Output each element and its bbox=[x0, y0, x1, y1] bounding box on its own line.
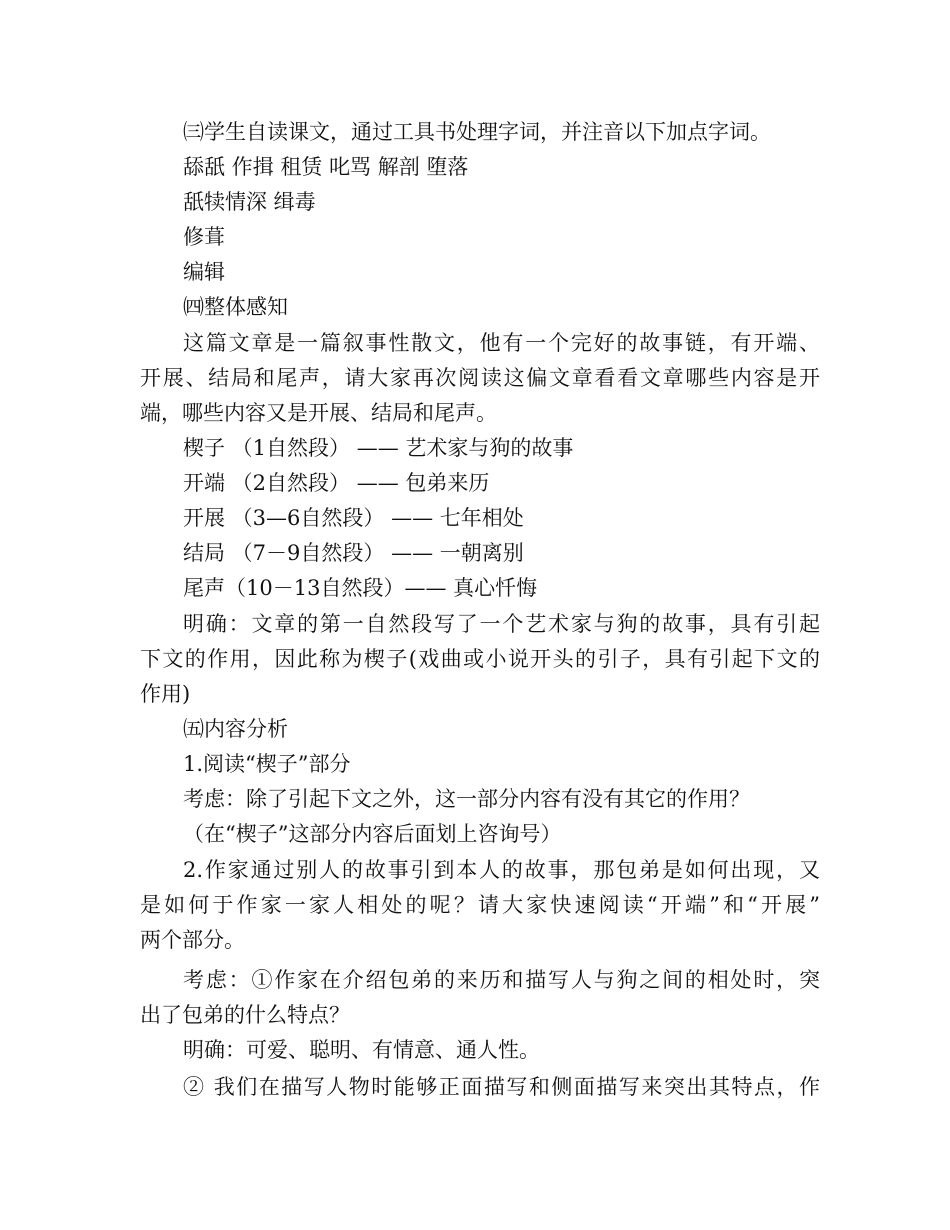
word-list-line-4: 编辑 bbox=[183, 260, 225, 284]
structure-item-epilogue: 尾声（10－13自然段）—— 真心忏悔 bbox=[183, 576, 538, 600]
word-list-line-3: 修葺 bbox=[183, 225, 225, 249]
paragraph-line: 下文的作用，因此称为楔子(戏曲或小说开头的引子，具有引起下文的 bbox=[140, 647, 820, 671]
paragraph-line: （在“楔子”这部分内容后面划上咨询号） bbox=[183, 822, 562, 846]
paragraph-line: ② 我们在描写人物时能够正面描写和侧面描写来突出其特点，作 bbox=[183, 1075, 820, 1099]
paragraph-line: 两个部分。 bbox=[140, 928, 245, 952]
section-4-heading: ㈣整体感知 bbox=[183, 295, 288, 319]
structure-item-prologue: 楔子 （1自然段） —— 艺术家与狗的故事 bbox=[183, 436, 574, 460]
paragraph-line: 端，哪些内容又是开展、结局和尾声。 bbox=[140, 401, 497, 425]
paragraph-line: 开展、结局和尾声，请大家再次阅读这偏文章看看文章哪些内容是开 bbox=[140, 366, 820, 390]
structure-item-ending: 结局 （7－9自然段） —— 一朝离别 bbox=[183, 541, 524, 565]
paragraph-line: 考虑：除了引起下文之外，这一部分内容有没有其它的作用？ bbox=[183, 787, 750, 811]
paragraph-line: 明确：可爱、聪明、有情意、通人性。 bbox=[183, 1038, 540, 1062]
section-3-heading: ㈢学生自读课文，通过工具书处理字词，并注音以下加点字词。 bbox=[183, 120, 771, 144]
structure-item-opening: 开端 （2自然段） —— 包弟来历 bbox=[183, 471, 490, 495]
structure-item-development: 开展 （3—6自然段） —— 七年相处 bbox=[183, 506, 524, 530]
question-2-line: 2.作家通过别人的故事引到本人的故事，那包弟是如何出现，又 bbox=[183, 858, 820, 882]
paragraph-line: 作用) bbox=[140, 682, 191, 706]
word-list-line-1: 舔舐 作揖 租赁 叱骂 解剖 堕落 bbox=[183, 155, 469, 179]
paragraph-line: 考虑：①作家在介绍包弟的来历和描写人与狗之间的相处时，突 bbox=[183, 968, 820, 992]
paragraph-line: 这篇文章是一篇叙事性散文，他有一个完好的故事链，有开端、 bbox=[183, 331, 820, 355]
word-list-line-2: 舐犊情深 缉毒 bbox=[183, 190, 316, 214]
paragraph-line: 出了包弟的什么特点？ bbox=[140, 1003, 350, 1027]
section-5-heading: ㈤内容分析 bbox=[183, 717, 288, 741]
question-1-heading: 1.阅读“楔子”部分 bbox=[183, 752, 351, 776]
paragraph-line: 明确：文章的第一自然段写了一个艺术家与狗的故事，具有引起 bbox=[183, 612, 820, 636]
paragraph-line: 是如何于作家一家人相处的呢？请大家快速阅读“开端”和“开展” bbox=[140, 893, 820, 917]
